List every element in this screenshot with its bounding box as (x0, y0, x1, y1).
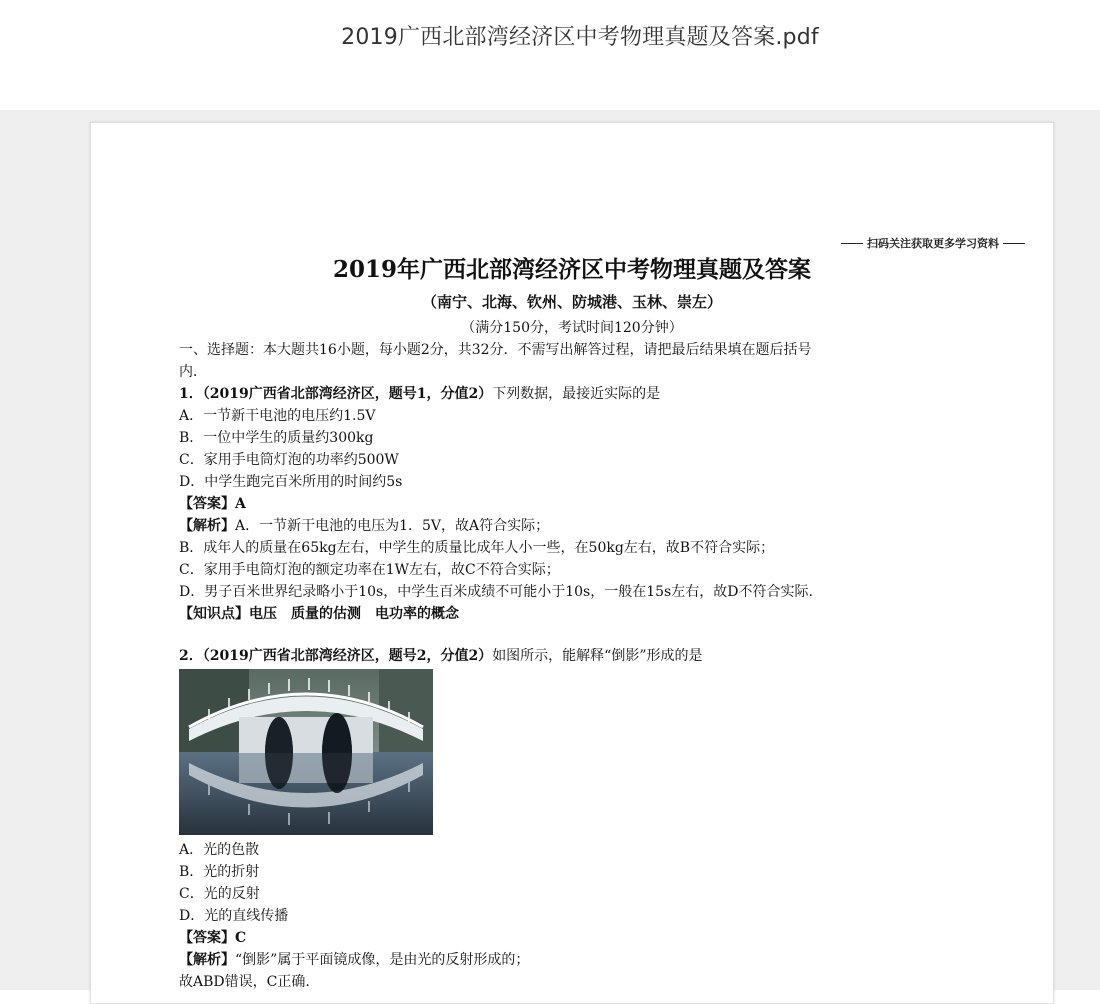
document-title: 2019年广西北部湾经济区中考物理真题及答案 (332, 256, 811, 283)
q2-option-b: B．光的折射 (179, 864, 260, 880)
section-intro-cont: 内． (179, 364, 207, 380)
q2-option-c: C．光的反射 (179, 886, 260, 902)
document-subtitle: （南宁、北海、钦州、防城港、玉林、崇左） (421, 293, 722, 311)
q1-analysis-c: C．家用手电筒灯泡的额定功率在1W左右，故C不符合实际； (179, 562, 560, 578)
question-1 (179, 383, 979, 405)
q2-analysis-conclusion: 故ABD错误，C正确. (179, 974, 310, 990)
q1-option-b: B．一位中学生的质量约300kg (179, 430, 374, 446)
question-2-stem: 如图所示，能解释“倒影”形成的是 (492, 648, 703, 664)
qr-note (841, 235, 1025, 251)
bridge-reflection-photo (179, 669, 433, 835)
question-1-stem: 下列数据，最接近实际的是 (492, 386, 661, 402)
document-body (179, 339, 979, 993)
divider (1003, 243, 1025, 244)
q2-analysis-label: 【解析】 (179, 952, 235, 968)
q1-option-d: D．中学生跑完百米所用的时间约5s (179, 474, 403, 490)
q1-option-a: A．一节新干电池的电压约1.5V (179, 408, 376, 424)
divider (841, 243, 863, 244)
q1-analysis-b: B．成年人的质量在65kg左右，中学生的质量比成年人小一些，在50kg左右，故B不符合实际； (179, 540, 775, 556)
question-1-head: 1．（2019广西省北部湾经济区，题号1，分值2） (179, 386, 493, 402)
viewer-header (0, 0, 1100, 110)
q1-option-c: C．家用手电筒灯泡的功率约500W (179, 452, 399, 468)
q1-analysis-d: D．男子百米世界纪录略小于10s，中学生百米成绩不可能小于10s，一般在15s左右，故D不符合实际. (179, 584, 813, 600)
q2-analysis-text: “倒影”属于平面镜成像，是由光的反射形成的； (235, 952, 530, 968)
q1-analysis-a: A．一节新干电池的电压为1．5V，故A符合实际； (235, 518, 550, 534)
qr-note-text: 扫码关注获取更多学习资料 (867, 237, 999, 250)
pdf-page (90, 122, 1054, 1004)
q1-knowledge: 【知识点】电压 质量的估测 电功率的概念 (179, 606, 459, 622)
q1-answer: 【答案】A (179, 496, 246, 512)
q2-option-d: D．光的直线传播 (179, 908, 289, 924)
question-2-head: 2．（2019广西省北部湾经济区，题号2，分值2） (179, 648, 493, 664)
q2-answer: 【答案】C (179, 930, 247, 946)
q1-analysis (179, 515, 979, 537)
document-viewer[interactable] (0, 110, 1100, 990)
q1-analysis-label: 【解析】 (179, 518, 235, 534)
file-title: 2019广西北部湾经济区中考物理真题及答案.pdf (341, 25, 819, 50)
section-intro: 一、选择题：本大题共16小题，每小题2分，共32分．不需写出解答过程，请把最后结果填在题后括号 (179, 342, 812, 358)
spacer (179, 625, 979, 645)
question-2 (179, 645, 979, 667)
q2-option-a: A．光的色散 (179, 842, 260, 858)
document-meta: （满分150分，考试时间120分钟） (461, 320, 683, 336)
q2-analysis (179, 949, 979, 971)
